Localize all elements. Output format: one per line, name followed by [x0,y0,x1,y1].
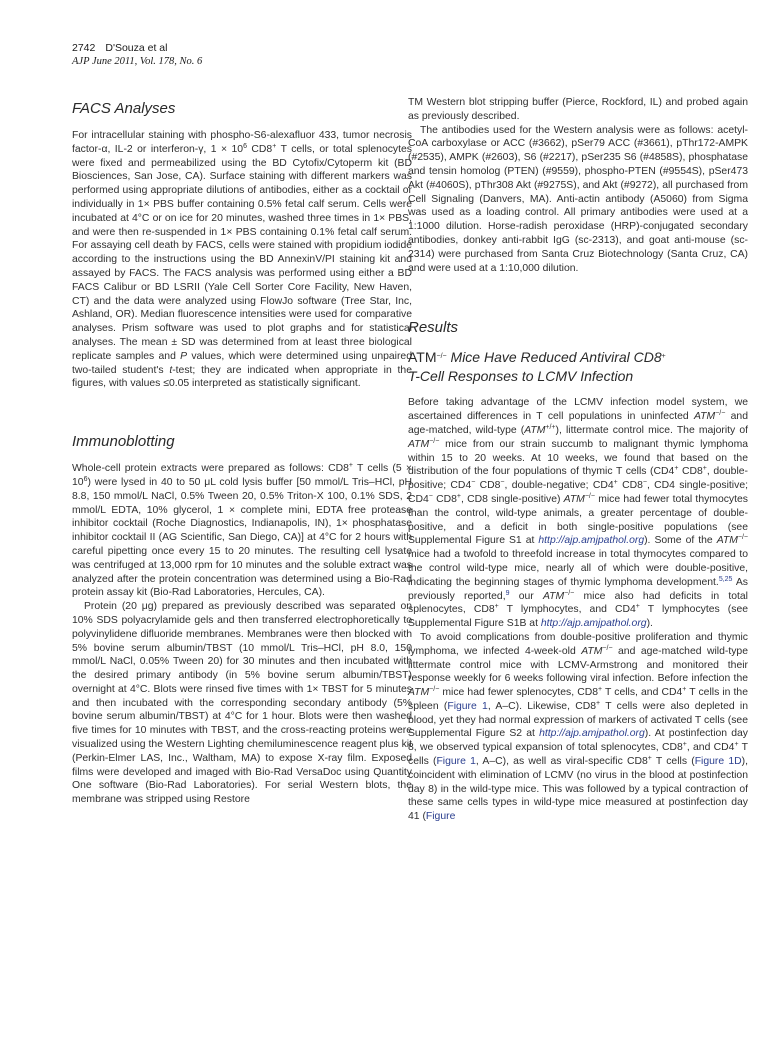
reference-link-9[interactable]: 9 [505,589,510,597]
running-head-line1 [72,42,202,55]
section-heading-results: Results [408,319,459,337]
left-column [72,96,412,807]
running-head [72,42,202,68]
page-number: 2742 [72,42,96,54]
results-paragraph-2: To avoid complications from double-positive proliferation and thymic lymphoma, we infected 4-week-old ATM−/− and age-matched wild-type littermate control mice with LCMV-Armstrong and monitored their response weekly for 6 weeks following viral infection. Before infection the ATM−/− mice had fewer splenocytes, CD8+ T cells, and CD4+ T cells in the spleen (Figure 1, A–C). Likewise, CD8+ T cells were also depleted in blood, yet they had normal expression of markers of activated T cells (see Supplemental Figure S2 at http://ajp.amjpathol.org). At postinfection day 8, we observed typical expansion of total splenocytes, CD8+, and CD4+ T cells (Figure 1, A–C), as well as viral-specific CD8+ T cells (Figure 1D), coincident with elimination of LCMV (no virus in the blood at postinfection day 8) in the wild-type mice. This was followed by a typical contraction of these same cells types in wild-type mice measured at postinfection day 41 (Figure [408,631,748,823]
subsection-heading: ATM−/− Mice Have Reduced Antiviral CD8+ T-Cell Responses to LCMV Infection [408,349,666,385]
antibodies-paragraph: The antibodies used for the Western analysis were as follows: acetyl-CoA carboxylase or ACC (#3662), pSer79 ACC (#3661), pThr172-AMPK (#2535), AMPK (#2603), S6 (#2217), pSer235 S6 (#4858S), phosphatase and tensin homolog (PTEN) (#9559), phospho-PTEN (#9554S), pSer473 Akt (#4060S), pThr308 Akt (#9275S), and Akt (#9272), all purchased from Cell Signaling (Danvers, MA). Anti-actin antibody (A5060) from Sigma was used as a loading control. All primary antibodies were used at a 1:1000 dilution. Horse-radish peroxidase (HRP)-conjugated secondary antibodies, donkey anti-rabbit IgG (sc-2313), and goat anti-mouse (sc-2314) were purchased from Santa Cruz Biotechnology (Santa Cruz, CA) and were used at a 1:10,000 dilution. [408,124,748,274]
immunoblotting-paragraph-1: Whole-cell protein extracts were prepared as follows: CD8+ T cells $(5 \times 10^6)$ were lysed in 40 to 50 μL cold lysis buffer [50 mmol/L Tris–HCl, pH 8.8, 150 mmol/L NaCl, 0.5% Tween 20, 0.5% Triton-X 100, 0.1% SDS, 2 mmol/L EDTA, 10% glycerol, 1 × complete mini, EDTA free protease inhibitor cocktail (Roche Diagnostics, Indianapolis, IN), 1× phosphatase inhibitor cocktail II (AG Scientific, San Diego, CA)] at 4°C for 2 hours with careful pipetting once every 15 to 20 minutes. The resulting cell lysate was centrifuged at 13,000 rpm for 10 minutes and the soluble extract was analyzed after the protein concentration was determined using a Bio-Rad protein assay kit (Bio-Rad Laboratories, Hercules, CA). [72,462,412,599]
figure-1d-link[interactable]: Figure 1D [694,756,742,768]
immunoblotting-paragraph-2: Protein (20 μg) prepared as previously described was separated on 10% SDS polyacrylamide gels and then transferred electrophoretically to polyvinylidene difluoride membranes. Membranes were then blocked with 5% bovine serum albumin/TBST (10 mmol/L Tris–HCl, pH 8.0, 150 mmol/L NaCl, 0.05% Tween 20) for 30 minutes and then incubated with the desired primary antibody (in 5% bovine serum albumin/TBST) overnight at 4°C. Blots were rinsed five times with 1× TBST for 5 minutes and then incubated with the corresponding secondary antibody (5% bovine serum albumin/TBST) at 4°C for 1 hour. Blots were then washed five times for 10 minutes with TBST, and the cross-reacting proteins were visualized using the Western Lighting chemiluminescence reagent plus kit (Perkin-Elmer LAS, Inc., Waltham, MA) to expose X-ray film. Exposed films were developed and imaged with Bio-Rad VersaDoc using Quantity One software (Bio-Rad Laboratories). For serial Western blots, the membrane was stripped using Restore [72,601,412,806]
supplemental-link-s1b[interactable]: http://ajp.amjpathol.org [540,618,647,630]
figure-1-link[interactable]: Figure 1 [447,700,488,712]
section-heading-immunoblotting: Immunoblotting [72,433,175,451]
supplemental-link-s1[interactable]: http://ajp.amjpathol.org [538,535,645,547]
figure-link-continued[interactable]: Figure [425,811,456,823]
section-heading-facs: FACS Analyses [72,100,176,117]
figure-1-link-2[interactable]: Figure 1 [436,756,476,768]
right-column [408,96,748,824]
results-paragraph-1: Before taking advantage of the LCMV infection model system, we ascertained differences in T cell populations in uninfected ATM−/− and age-matched, wild-type (ATM+/+), littermate control mice. The majority of ATM−/− mice from our strain succumb to malignant thymic lymphoma within 15 to 20 weeks. At 10 weeks, we found that based on the distribution of the four populations of thymic T cells (CD4+ CD8+, double-positive; CD4− CD8−, double-negative; CD4+ CD8−, CD4 single-positive; CD4− CD8+, CD8 single-positive) ATM−/− mice had fewer total thymocytes than the control, wild-type animals, a greater percentage of double-positive, and a deficit in both single-positive populations (see Supplemental Figure S1 at http://ajp.amjpathol.org). Some of the ATM−/− mice had a twofold to threefold increase in total thymocytes compared to the control wild-type mice, nearly all of which were double-positive, indicating the beginning stages of thymic lymphoma development.$^{5,25}$ As previously reported,$^9$ our ATM−/− mice also had deficits in total splenocytes, CD8+ T lymphocytes, and CD4+ T lymphocytes (see Supplemental Figure S1B at http://ajp.amjpathol.org). [408,397,749,630]
facs-paragraph: For intracellular staining with phospho-S6-alexafluor 433, tumor necrosis factor-α, IL-2 or interferon-γ, $1 \times 10^6$ CD8+ T cells, or total splenocytes were fixed and permeabilized using the BD Cytofix/Cytoperm kit (BD Biosciences, San Jose, CA). Surface staining with different markers was performed using appropriate dilutions of antibodies, either as a cocktail or individually in 1× PBS buffer containing 0.5% fetal calf serum. Cells were incubated at 4°C or on ice for 20 minutes, washed three times in 1× PBS, and were then re-suspended in 1× PBS containing 0.1% fetal calf serum. For assaying cell death by FACS, cells were stained with propidium iodide according to the instructions using the BD AnnexinV/PI staining kit and assayed by FACS. The FACS analysis was performed using either a BD FACS Calibur or BD LSRII (Yale Cell Sorter Core Facility, New Haven, CT) and the data were analyzed using FlowJo software (Tree Star, Inc, Ashland, OR). Median fluorescence intensities were used for comparative analyses. Prism software was used to plot graphs and for statistical analyses. The mean ± SD was determined from at least three biological replicate samples and P values, which were determined using unpaired two-tailed student's t-test; they are indicated when appropriate in the figures, with values ≤0.05 interpreted as statistically significant. [72,130,412,390]
immunoblotting-continued-paragraph: TM Western blot stripping buffer (Pierce, Rockford, IL) and probed again as previously described. [408,97,748,122]
authors: D'Souza et al [105,42,168,54]
journal-citation: AJP June 2011, Vol. 178, No. 6 [72,56,203,67]
supplemental-link-s2[interactable]: http://ajp.amjpathol.org [539,728,645,740]
reference-link-5-25[interactable]: 5,25 [718,575,733,583]
